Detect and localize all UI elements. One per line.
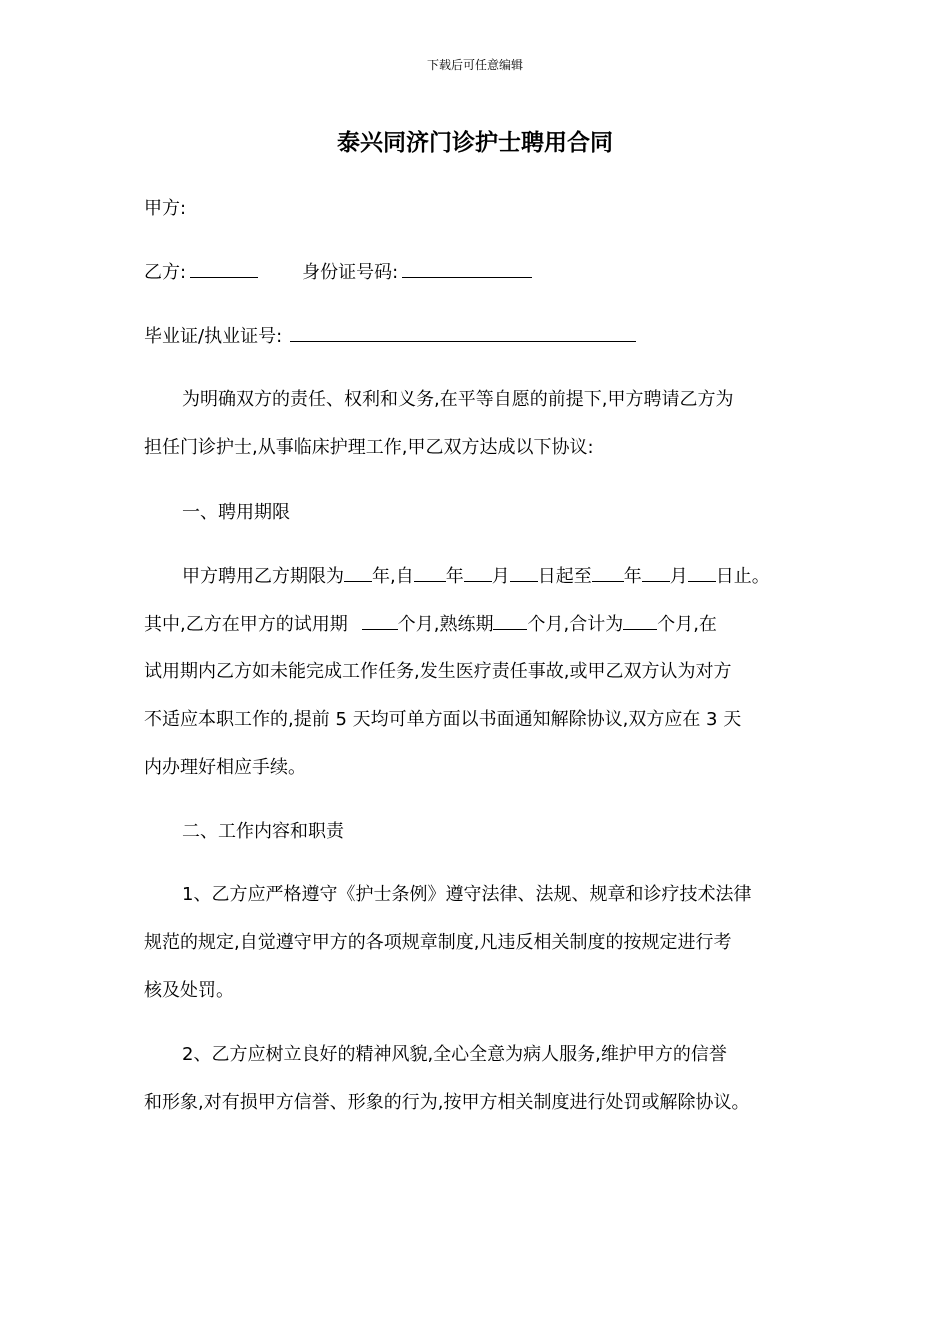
end-year-blank[interactable] (592, 563, 624, 582)
id-number-label: 身份证号码: (302, 262, 399, 283)
end-day-blank[interactable] (688, 563, 716, 582)
duty-2-line-2: 和形象,对有损甲方信誉、形象的行为,按甲方相关制度进行处罚或解除协议。 (144, 1092, 750, 1113)
duty-1-line-3: 核及处罚。 (144, 980, 234, 1001)
term-text-b: 年,自 (372, 566, 414, 587)
party-b-name-blank[interactable] (190, 259, 258, 278)
probation-text-a: 其中,乙方在甲方的试用期 (144, 614, 348, 635)
section-1-heading: 一、聘用期限 (182, 502, 290, 523)
probation-months-blank[interactable] (362, 611, 398, 630)
term-text-f: 年 (623, 566, 642, 587)
intro-line-2: 担任门诊护士,从事临床护理工作,甲乙双方达成以下协议: (144, 437, 594, 458)
term-text-g: 月 (669, 566, 688, 587)
certificate-line (144, 323, 636, 350)
term-line-2 (144, 611, 717, 638)
term-line-3: 试用期内乙方如未能完成工作任务,发生医疗责任事故,或甲乙双方认为对方 (144, 661, 732, 682)
term-text-e: 日起至 (537, 566, 592, 587)
term-text-a: 甲方聘用乙方期限为 (182, 566, 344, 587)
party-b-label: 乙方: (144, 262, 187, 283)
certificate-number-blank[interactable] (290, 323, 636, 342)
training-months-blank[interactable] (493, 611, 527, 630)
party-a-label: 甲方: (144, 198, 187, 219)
intro-line-1: 为明确双方的责任、权利和义务,在平等自愿的前提下,甲方聘请乙方为 (182, 389, 734, 410)
term-text-d: 月 (491, 566, 510, 587)
term-years-blank[interactable] (344, 563, 372, 582)
end-month-blank[interactable] (642, 563, 670, 582)
term-line-4: 不适应本职工作的,提前 5 天均可单方面以书面通知解除协议,双方应在 3 天 (144, 709, 742, 730)
start-month-blank[interactable] (464, 563, 492, 582)
total-months-blank[interactable] (623, 611, 657, 630)
section-2-heading: 二、工作内容和职责 (182, 821, 344, 842)
party-b-line (144, 259, 532, 286)
start-year-blank[interactable] (414, 563, 446, 582)
document-title: 泰兴同济门诊护士聘用合同 (337, 130, 613, 156)
party-a-line (144, 196, 186, 222)
start-day-blank[interactable] (510, 563, 538, 582)
term-line-5: 内办理好相应手续。 (144, 757, 306, 778)
duty-1-line-1: 1、乙方应严格遵守《护士条例》遵守法律、法规、规章和诊疗技术法律 (182, 884, 752, 905)
duty-2-line-1: 2、乙方应树立良好的精神风貌,全心全意为病人服务,维护甲方的信誉 (182, 1044, 727, 1065)
duty-1-line-2: 规范的规定,自觉遵守甲方的各项规章制度,凡违反相关制度的按规定进行考 (144, 932, 732, 953)
term-text-h: 日止。 (715, 566, 770, 587)
probation-text-c: 个月,合计为 (527, 614, 624, 635)
probation-text-b: 个月,熟练期 (397, 614, 494, 635)
id-number-blank[interactable] (402, 259, 532, 278)
certificate-label: 毕业证/执业证号: (144, 326, 283, 347)
term-text-c: 年 (445, 566, 464, 587)
probation-text-d: 个月,在 (657, 614, 717, 635)
page-header-note: 下载后可任意编辑 (426, 58, 523, 72)
term-line-1 (182, 563, 770, 590)
